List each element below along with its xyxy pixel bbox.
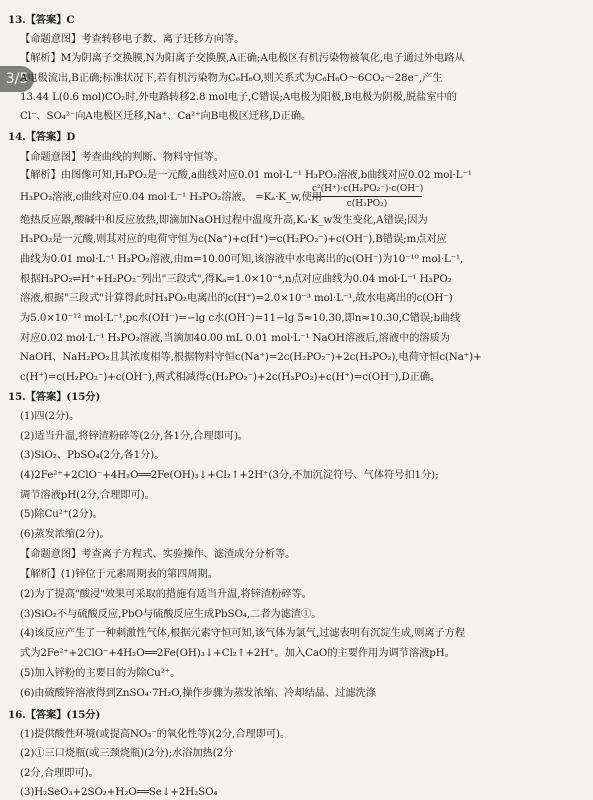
text-line: 【解析】M为阴离子交换膜,N为阳离子交换膜,A正确;A电极区有机污染物被氧化,电子通过外电路从	[20, 52, 465, 64]
text-line: (4)2Fe²⁺+2ClO⁻+4H₂O══2Fe(OH)₃↓+Cl₂↑+2H⁺(3分,不加沉淀符号、气体符号扣1分);	[20, 469, 439, 481]
text-line: H₃PO₂是一元酸,则其对应的电荷守恒为c(Na⁺)+c(H⁺)=c(H₂PO₂⁻)+c(OH⁻),B错误;m点对应	[20, 233, 447, 245]
text-line: (1)提供酸性环境(或提高NO₃⁻的氧化性等)(2分,合理即可)。	[20, 728, 291, 740]
fraction-numerator: c²(H⁺)·c(H₂PO₂⁻)·c(OH⁻)	[312, 183, 422, 197]
text-line: 为5.0×10⁻¹² mol·L⁻¹,pc水(OH⁻)=−lg c水(OH⁻)=11−lg 5≈10.30,即n≈10.30,C错误;b曲线	[20, 312, 461, 324]
text-line: 曲线为0.01 mol·L⁻¹ H₃PO₂溶液,由m=10.00可知,该溶液中水电离出的c(OH⁻)为10⁻¹⁰ mol·L⁻¹,	[20, 253, 464, 265]
text-line: 【命题意图】考查转移电子数、离子迁移方向等。	[20, 33, 245, 45]
text-line: 对应0.02 mol·L⁻¹ H₃PO₂溶液,当滴加40.00 mL 0.01 mol·L⁻¹ NaOH溶液后,溶液中的溶质为	[20, 332, 450, 344]
text-line: 15.【答案】(15分)	[8, 391, 101, 403]
text-line: (3)SiO₂不与硫酸反应,PbO与硫酸反应生成PbSO₄,二者为滤渣①。	[20, 608, 322, 620]
text-line: (6)蒸发浓缩(2分)。	[20, 528, 110, 540]
text-line: 【命题意图】考查离子方程式、实验操作、滤渣成分分析等。	[20, 548, 296, 560]
text-line: (4)该反应产生了一种刺激性气体,根据元素守恒可知,该气体为氯气,过滤表明有沉淀生成,则离子方程	[20, 627, 466, 639]
text-line: (2分,合理即可)。	[20, 767, 99, 779]
text-line: 13.【答案】C	[8, 14, 75, 26]
text-line: 调节溶液pH(2分,合理即可)。	[20, 489, 155, 501]
text-line: 式为2Fe²⁺+2ClO⁻+4H₂O══2Fe(OH)₃↓+Cl₂↑+2H⁺。加入CaO的主要作用为调节溶液pH。	[20, 647, 455, 659]
text-line: H₃PO₂溶液,c曲线对应0.04 mol·L⁻¹ H₃PO₂溶液。 =Kₐ·K_w,使用	[20, 191, 322, 203]
text-line: 【解析】由图像可知,H₃PO₂是一元酸,a曲线对应0.01 mol·L⁻¹ H₃PO₂溶液,b曲线对应0.02 mol·L⁻¹	[20, 169, 472, 181]
text-line: (2)适当升温,将锌渣粉碎等(2分,各1分,合理即可)。	[20, 430, 249, 442]
page-indicator: 3/5	[0, 66, 34, 92]
text-line: (2)①三口烧瓶(或三颈烧瓶)(2分);水浴加热(2分	[20, 747, 234, 759]
fraction-denominator: c(H₃PO₂)	[346, 199, 388, 209]
equilibrium-fraction	[312, 183, 422, 210]
text-line: 16.【答案】(15分)	[8, 709, 101, 721]
text-line: (2)为了提高"酸浸"效果可采取的措施有适当升温,将锌渣粉碎等。	[20, 588, 312, 600]
text-line: Cl⁻、SO₄²⁻向A电极区迁移,Na⁺、Ca²⁺向B电极区迁移,D正确。	[20, 110, 312, 122]
text-line: (3)SiO₂、PbSO₄(2分,各1分)。	[20, 449, 165, 461]
text-line: (1)四(2分)。	[20, 410, 80, 422]
text-line: (6)由硫酸锌溶液得到ZnSO₄·7H₂O,操作步骤为蒸发浓缩、冷却结晶、过滤洗涤	[20, 687, 376, 699]
text-line: NaOH、NaH₂PO₂且其浓度相等,根据物料守恒c(Na⁺)=2c(H₂PO₂⁻)+2c(H₃PO₂),电荷守恒c(Na⁺)+	[20, 351, 482, 363]
text-line: 13.44 L(0.6 mol)CO₂时,外电路转移2.8 mol电子,C错误;A电极为阳极,B电极为阴极,脱盐室中的	[20, 91, 457, 103]
text-line: 【解析】(1)锌位于元素周期表的第四周期。	[20, 568, 218, 580]
text-line: A电极流出,B正确;标准状况下,若有机污染物为C₆H₆O,则关系式为C₆H₆O～6CO₂～28e⁻,产生	[20, 72, 443, 84]
text-line: 【命题意图】考查曲线的判断、物料守恒等。	[20, 151, 224, 163]
text-line: 溶液,根据"三段式"计算得此时H₃PO₂电离出的c(H⁺)=2.0×10⁻³ mol·L⁻¹,故水电离出的c(OH⁻)	[20, 292, 453, 304]
text-line: 根据H₃PO₂⇌H⁺+H₂PO₂⁻列出"三段式",得Kₐ=1.0×10⁻⁴,n点对应曲线为0.04 mol·L⁻¹ H₃PO₂	[20, 273, 452, 285]
text-line: (5)加入锌粉的主要目的为除Cu²⁺。	[20, 667, 181, 679]
text-line: 绝热反应器,酸碱中和反应放热,即滴加NaOH过程中温度升高,Kₐ·K_w发生变化,A错误;因为	[20, 214, 428, 226]
text-line: (5)除Cu²⁺(2分)。	[20, 508, 103, 520]
text-line: (3)H₂SeO₃+2SO₂+H₂O══Se↓+2H₂SO₄	[20, 786, 218, 798]
text-line: 14.【答案】D	[8, 131, 76, 143]
text-line: c(H⁺)=c(H₂PO₂⁻)+c(OH⁻),两式相减得c(H₂PO₂⁻)+2c(H₃PO₂)+c(H⁺)=c(OH⁻),D正确。	[20, 371, 441, 383]
